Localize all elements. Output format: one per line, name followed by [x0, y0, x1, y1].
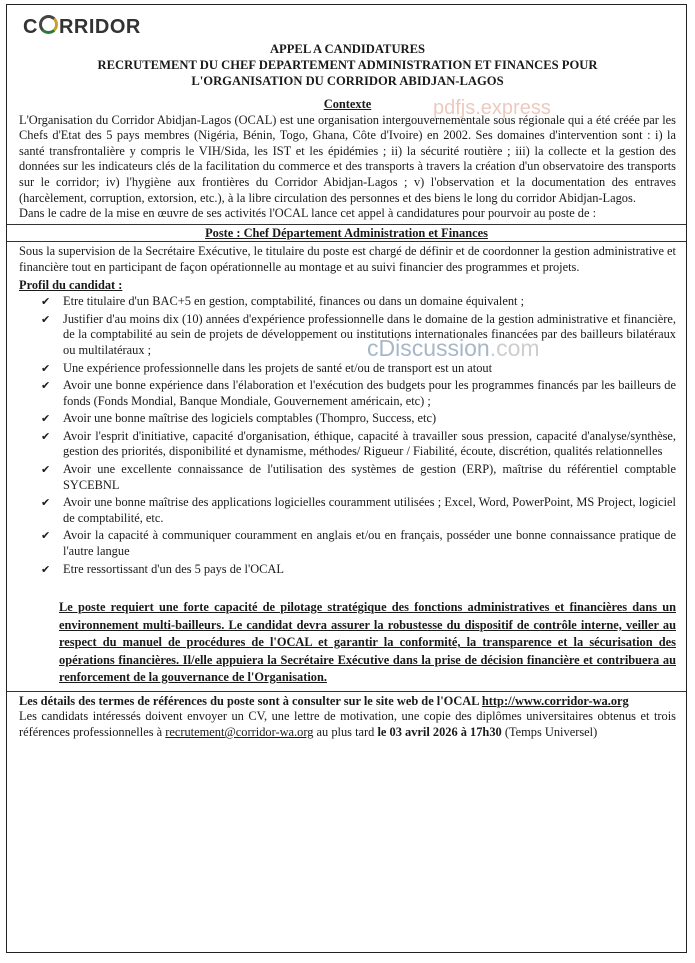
poste-title-box [7, 224, 686, 243]
logo-letter-c: C [23, 16, 38, 38]
corridor-logo [23, 15, 141, 36]
contexte-title: Contexte [323, 97, 372, 111]
header-line-2: RECRUTEMENT DU CHEF DEPARTEMENT ADMINISTRATION ET FINANCES POUR [97, 58, 598, 72]
list-item: ✔ Etre ressortissant d'un des 5 pays de l'OCAL [41, 561, 284, 576]
profil-criteria-list [19, 294, 676, 577]
deadline-prefix: au plus tard [316, 724, 375, 739]
contexte-call-paragraph: Dans le cadre de la mise en œuvre de ses activités l'OCAL lance cet appel à candidatures pour pourvoir au poste de : [19, 206, 597, 221]
checkmark-icon: ✔ [41, 312, 51, 326]
checkmark-icon: ✔ [41, 379, 51, 393]
checkmark-icon: ✔ [41, 562, 51, 576]
application-text: Les candidats intéressés doivent envoyer un CV, une lettre de motivation, une copie des diplômes universitaires obtenus et trois références professionnelles à [19, 709, 676, 739]
profil-title: Profil du candidat : [19, 277, 123, 292]
cdiscussion-watermark-name: cDiscussion [367, 335, 490, 361]
poste-title: Poste : Chef Département Administration et Finances [205, 225, 488, 240]
checkmark-icon: ✔ [41, 412, 51, 426]
list-item: ✔ Une expérience professionnelle dans les projets de santé et/ou de transport est un atout [41, 360, 493, 375]
footer [7, 691, 686, 741]
checkmark-icon: ✔ [41, 361, 51, 375]
checkmark-icon: ✔ [41, 529, 51, 543]
notice-header [19, 41, 676, 89]
deadline-date: le 03 avril 2026 à 17h30 [377, 724, 502, 739]
list-item: ✔ Avoir l'esprit d'initiative, capacité d'organisation, éthique, capacité à travailler sous pression, capacité d'analyse/synthèse, gestion des priorités, disponibilité et dynamisme, méthodes/ Rigueur / Fiabilité, écoute, discrétion, qualités relationnelles [41, 428, 676, 459]
list-item: ✔ Avoir une bonne maîtrise des logiciels comptables (Thompro, Success, etc) [41, 411, 437, 426]
emphasis-paragraph: Le poste requiert une forte capacité de pilotage stratégique des fonctions administratives et financières dans un environnement multi-bailleurs. Le candidat devra assurer la robustesse du dispositif de contrôle interne, veiller au respect du manuel de procédures de l'OCAL et garantir la conformité, la transparence et la sécurisation des opérations financières. Il/elle appuiera la Secrétaire Exécutive dans la prise de décision financière et contribuera au renforcement de la gouvernance de l'Organisation. [59, 600, 676, 685]
timezone-note: (Temps Universel) [504, 724, 598, 739]
details-text: Les détails des termes de références du poste sont à consulter sur le site web de l'OCAL [19, 693, 479, 708]
pdfjs-watermark: pdfjs.express [433, 97, 551, 119]
checkmark-icon: ✔ [41, 496, 51, 510]
email-link[interactable]: recrutement@corridor-wa.org [165, 724, 314, 739]
list-item: ✔ Etre titulaire d'un BAC+5 en gestion, comptabilité, finances ou dans un domaine équivalent ; [41, 294, 525, 309]
checkmark-icon: ✔ [41, 295, 51, 309]
poste-description: Sous la supervision de la Secrétaire Exécutive, le titulaire du poste est chargé de définir et de coordonner la gestion administrative et financière tout en participant de façon opérationnelle au montage et au suivi financier des programmes et projets. [19, 244, 676, 274]
job-notice-page [6, 4, 687, 953]
logo-ring-icon [39, 15, 58, 34]
cdiscussion-watermark-domain: .com [489, 335, 540, 361]
list-item: ✔ Justifier d'au moins dix (10) années d'expérience professionnelle dans le domaine de la gestion administrative et financière, de la comptabilité au sein de projets de développement ou institutions internationales financées par des bailleurs bilatéraux ou multilatéraux ; [41, 311, 676, 357]
checkmark-icon: ✔ [41, 463, 51, 477]
details-paragraph [19, 694, 676, 710]
list-item: ✔ Avoir la capacité à communiquer couramment en anglais et/ou en français, posséder une bonne connaissance pratique de l'autre langue [41, 528, 676, 559]
application-paragraph [19, 709, 676, 740]
logo-text: RRIDOR [58, 16, 141, 38]
list-item: ✔ Avoir une bonne maîtrise des applications logicielles couramment utilisées ; Excel, Word, PowerPoint, MS Project, logiciel de comptabilité, etc. [41, 495, 676, 525]
header-line-1: APPEL A CANDIDATURES [269, 42, 426, 56]
website-link[interactable]: http://www.corridor-wa.org [481, 693, 629, 708]
list-item: ✔ Avoir une excellente connaissance de l'utilisation des systèmes de gestion (ERP), maîtrise du référentiel comptable SYCEBNL [41, 462, 676, 492]
header-line-3: L'ORGANISATION DU CORRIDOR ABIDJAN-LAGOS [191, 74, 504, 88]
contexte-paragraph: L'Organisation du Corridor Abidjan-Lagos (OCAL) est une organisation intergouvernementale sous régionale qui a été créée par les Chefs d'Etat des 5 pays membres (Nigéria, Bénin, Togo, Ghana, Côte d'Ivoire) en 2002. Ses domaines d'intervention sont : i) la santé transfrontalière y compris le VIH/Sida, les IST et les épidémies ; ii) la sécurité routière ; iii) la collecte et la gestion des données sur les indicateurs clés de la facilitation du commerce et des transports à travers la création d'un observatoire des transports sur le corridor; iv) l'hygiène aux frontières du Corridor Abidjan-Lagos ; v) l'observation et la documentation des entraves (harcèlement, corruption, extorsion, etc.), à la libre circulation des personnes et des biens le long du corridor Abidjan-Lagos. [19, 112, 676, 205]
checkmark-icon: ✔ [41, 429, 51, 443]
list-item: ✔ Avoir une bonne expérience dans l'élaboration et l'exécution des budgets pour les programmes financés par les bailleurs de fonds (Fonds Mondial, Banque Mondiale, Gouvernement américain, etc) ; [41, 378, 676, 408]
